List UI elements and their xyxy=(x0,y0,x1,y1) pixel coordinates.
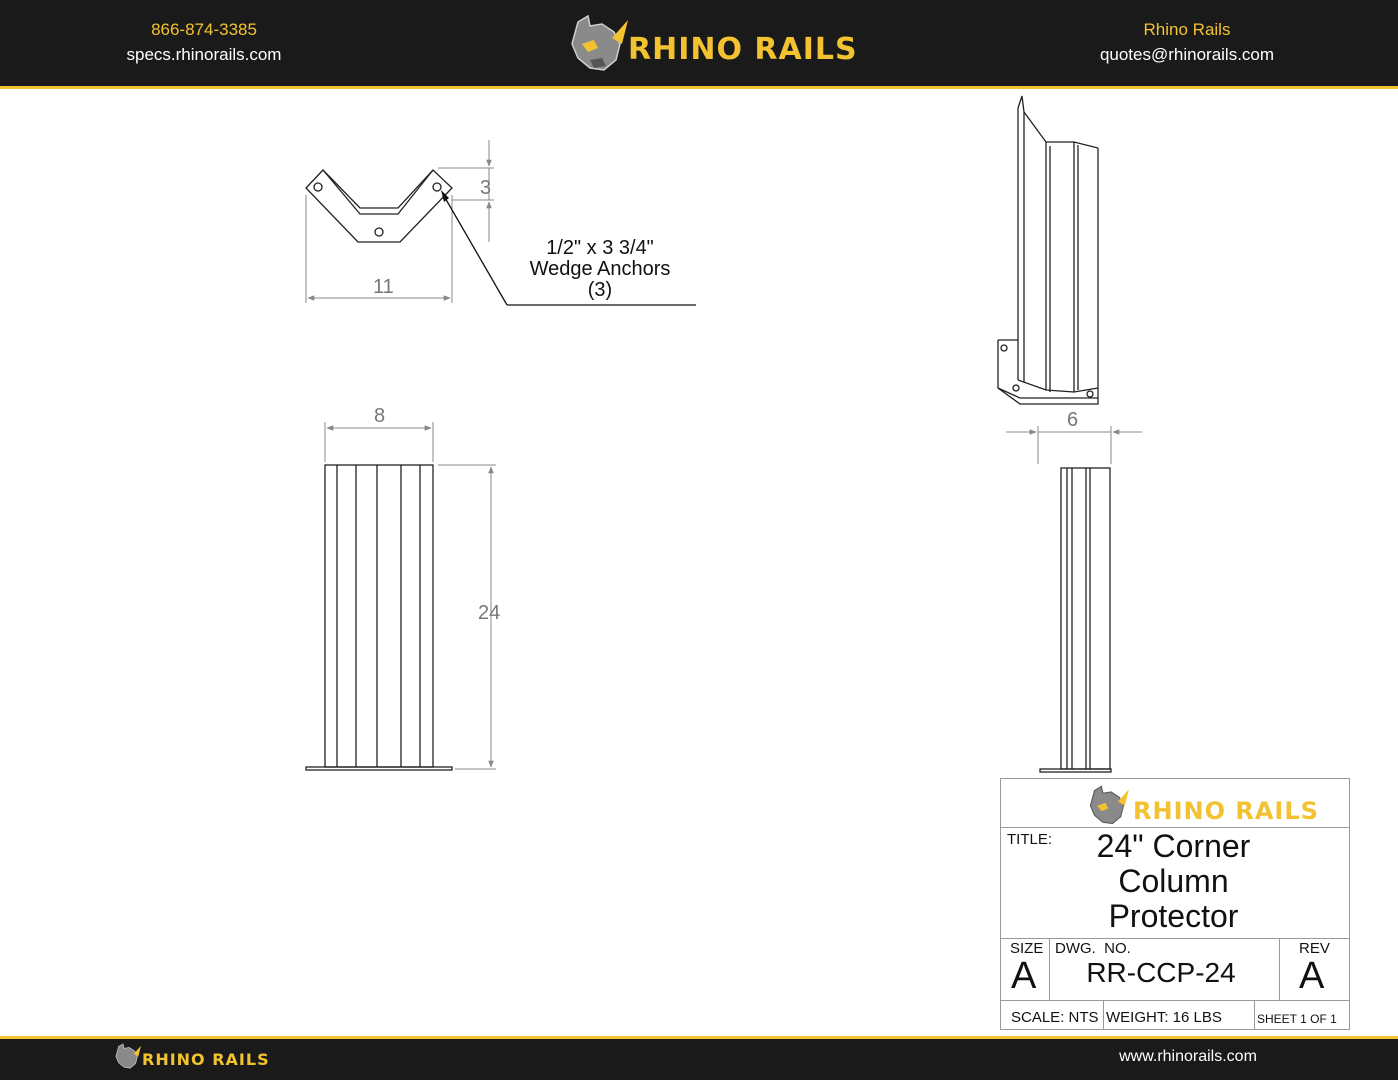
title-block-logo-text: RHINO RAILS xyxy=(1133,797,1319,825)
title-line3: Protector xyxy=(1108,898,1239,934)
scale-label: SCALE: NTS xyxy=(1011,1009,1099,1026)
front-view-height-dim: 24 xyxy=(478,602,501,624)
top-view-width-dim: 11 xyxy=(373,276,394,298)
front-view xyxy=(306,465,452,770)
dwg-number: RR-CCP-24 xyxy=(1086,957,1236,988)
anchor-note xyxy=(500,238,700,301)
footer-website[interactable]: www.rhinorails.com xyxy=(1119,1048,1257,1065)
footer-logo-text: RHINO RAILS xyxy=(142,1050,270,1069)
title-line2: Column xyxy=(1118,863,1229,899)
top-view-height-dim: 3 xyxy=(480,177,492,199)
side-view xyxy=(1040,468,1111,772)
size-value: A xyxy=(1011,955,1037,997)
title-block-rhino-icon xyxy=(1087,785,1131,825)
side-view-width-dim: 6 xyxy=(1067,409,1079,431)
dwg-label: DWG. NO. xyxy=(1055,940,1131,957)
page-footer xyxy=(0,1039,1398,1080)
header-phone: 866-874-3385 xyxy=(151,20,257,39)
anchor-note-line2: Wedge Anchors xyxy=(529,258,671,280)
header-company: Rhino Rails xyxy=(1143,20,1231,39)
sheet-label: SHEET 1 OF 1 xyxy=(1257,1012,1337,1026)
header-email: quotes@rhinorails.com xyxy=(1099,45,1275,64)
anchor-note-line1: 1/2" x 3 3/4" xyxy=(546,237,654,259)
isometric-view xyxy=(998,96,1098,404)
title-label: TITLE: xyxy=(1007,831,1053,848)
side-view-dimensions xyxy=(1006,426,1142,464)
rev-label: REV xyxy=(1299,940,1330,957)
header-logo-text: RHINO RAILS xyxy=(628,32,858,67)
footer-rhino-icon xyxy=(114,1043,142,1069)
front-view-width-dim: 8 xyxy=(374,405,386,427)
size-label: SIZE xyxy=(1010,940,1044,957)
top-view xyxy=(306,170,452,242)
title-line1: 24" Corner xyxy=(1096,828,1251,864)
drawing-title xyxy=(1071,829,1276,934)
top-view-dimensions xyxy=(306,140,494,303)
anchor-note-line3: (3) xyxy=(587,279,613,301)
weight-label: WEIGHT: 16 LBS xyxy=(1106,1009,1222,1026)
header-specs-site: specs.rhinorails.com xyxy=(126,45,282,64)
rev-value: A xyxy=(1299,955,1325,997)
title-block xyxy=(1000,778,1350,1030)
front-view-dimensions xyxy=(325,422,496,769)
